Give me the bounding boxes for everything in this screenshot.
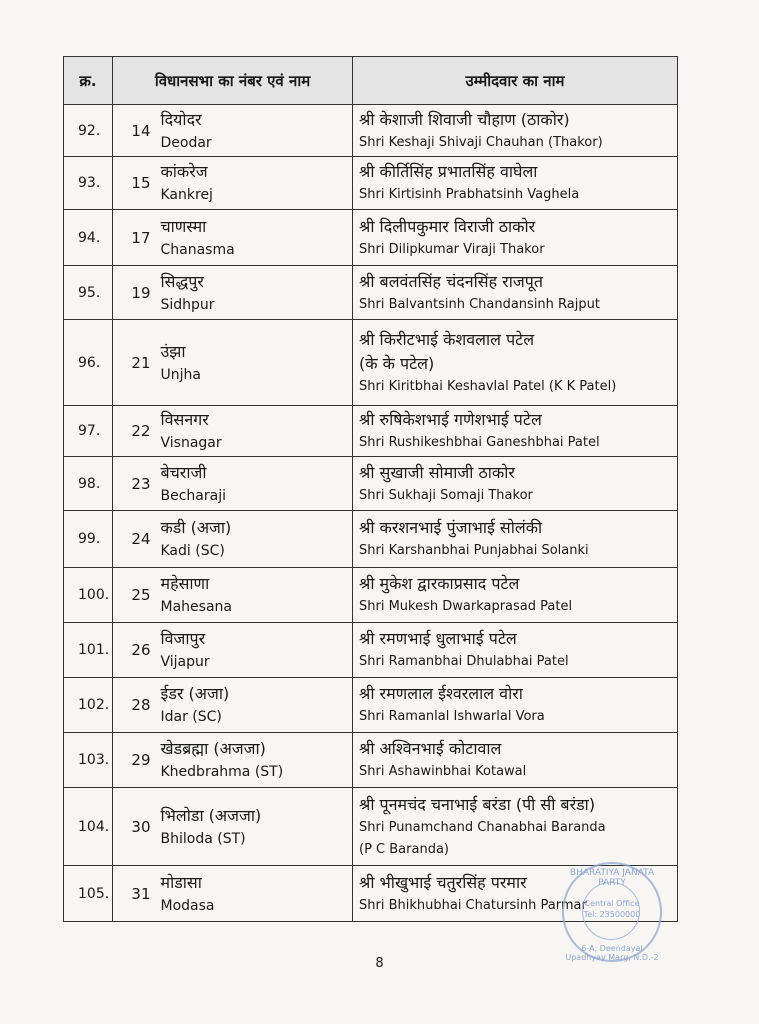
constituency-cell xyxy=(157,788,353,866)
candidate-name-english: Shri Ashawinbhai Kotawal xyxy=(359,764,527,779)
table-row xyxy=(64,788,678,866)
constituency-cell xyxy=(157,733,353,788)
candidate-name-hindi: श्री रुषिकेशभाई गणेशभाई पटेल xyxy=(359,410,542,429)
constituency-name-english: Sidhpur xyxy=(160,296,215,313)
constituency-name-english: Deodar xyxy=(160,134,212,151)
table-row xyxy=(64,105,678,157)
constituency-name-hindi: खेडब्रह्मा (अजजा) xyxy=(160,739,266,758)
table-row xyxy=(64,568,678,623)
table-row xyxy=(64,511,678,568)
constituency-number: 24 xyxy=(113,511,157,568)
candidate-name-english: Shri Sukhaji Somaji Thakor xyxy=(359,487,533,503)
candidate-cell xyxy=(353,678,678,733)
constituency-name-english: Modasa xyxy=(160,897,215,914)
constituency-number: 15 xyxy=(113,157,157,210)
constituency-cell xyxy=(157,266,353,320)
candidate-name-english: Shri Bhikhubhai Chatursinh Parmar xyxy=(359,897,587,913)
header-candidate: उम्मीदवार का नाम xyxy=(353,57,678,105)
candidate-name-hindi: श्री कीर्तिसिंह प्रभातसिंह वाघेला xyxy=(359,162,538,181)
serial-number: 99. xyxy=(64,511,113,568)
constituency-name-english: Khedbrahma (ST) xyxy=(160,764,284,780)
table-row xyxy=(64,623,678,678)
constituency-name-english: Unjha xyxy=(160,366,201,383)
constituency-number: 30 xyxy=(113,788,157,866)
candidate-cell xyxy=(353,406,678,457)
constituency-cell xyxy=(157,866,353,922)
constituency-name-hindi: मोडासा xyxy=(160,872,202,892)
candidate-cell xyxy=(353,320,678,406)
party-seal-stamp xyxy=(562,862,662,962)
candidate-name-english: Shri Ramanlal Ishwarlal Vora xyxy=(359,709,545,724)
constituency-name-hindi: उंझा xyxy=(160,341,186,361)
serial-number: 94. xyxy=(64,210,113,266)
constituency-cell xyxy=(157,568,353,623)
candidate-name-english: (P C Baranda) xyxy=(359,841,449,857)
serial-number: 104. xyxy=(64,788,113,866)
constituency-name-english: Visnagar xyxy=(160,435,222,451)
candidate-cell xyxy=(353,511,678,568)
candidate-name-hindi: श्री मुकेश द्वारकाप्रसाद पटेल xyxy=(359,574,520,593)
constituency-name-hindi: दियोदर xyxy=(160,109,202,129)
candidate-cell xyxy=(353,733,678,788)
constituency-name-hindi: कांकरेज xyxy=(160,162,208,181)
candidate-name-hindi: श्री पूनमचंद चनाभाई बरंडा (पी सी बरंडा) xyxy=(359,794,596,814)
constituency-number: 26 xyxy=(113,623,157,678)
constituency-name-hindi: ईडर (अजा) xyxy=(160,684,230,703)
candidate-name-english: Shri Balvantsinh Chandansinh Rajput xyxy=(359,296,600,312)
constituency-number: 14 xyxy=(113,105,157,157)
constituency-name-english: Idar (SC) xyxy=(160,709,222,725)
constituency-name-hindi: सिद्धपुर xyxy=(160,271,204,291)
constituency-cell xyxy=(157,623,353,678)
constituency-cell xyxy=(157,210,353,266)
table-row xyxy=(64,406,678,457)
candidate-cell xyxy=(353,457,678,511)
constituency-name-hindi: चाणस्मा xyxy=(160,216,207,236)
constituency-name-english: Becharaji xyxy=(160,487,226,504)
constituency-cell xyxy=(157,406,353,457)
header-constituency: विधानसभा का नंबर एवं नाम xyxy=(113,57,353,105)
constituency-name-hindi: कडी (अजा) xyxy=(160,518,232,537)
candidate-name-hindi: श्री अश्विनभाई कोटावाल xyxy=(359,739,502,758)
constituency-name-english: Kadi (SC) xyxy=(160,543,225,559)
candidate-name-hindi: श्री केशाजी शिवाजी चौहाण (ठाकोर) xyxy=(359,109,570,129)
constituency-cell xyxy=(157,457,353,511)
constituency-cell xyxy=(157,678,353,733)
serial-number: 98. xyxy=(64,457,113,511)
table-row xyxy=(64,733,678,788)
table-row xyxy=(64,157,678,210)
candidate-name-english: Shri Keshaji Shivaji Chauhan (Thakor) xyxy=(359,134,603,150)
candidate-name-hindi: (के के पटेल) xyxy=(359,353,435,373)
candidate-name-english: Shri Dilipkumar Viraji Thakor xyxy=(359,241,545,257)
candidate-name-hindi: श्री बलवंतसिंह चंदनसिंह राजपूत xyxy=(359,271,543,291)
serial-number: 92. xyxy=(64,105,113,157)
constituency-number: 17 xyxy=(113,210,157,266)
constituency-number: 21 xyxy=(113,320,157,406)
serial-number: 95. xyxy=(64,266,113,320)
candidate-name-english: Shri Kiritbhai Keshavlal Patel (K K Patel) xyxy=(359,378,617,394)
constituency-name-hindi: महेसाणा xyxy=(160,574,210,593)
candidate-table xyxy=(63,56,678,922)
serial-number: 103. xyxy=(64,733,113,788)
constituency-cell xyxy=(157,157,353,210)
serial-number: 100. xyxy=(64,568,113,623)
candidate-name-english: Shri Karshanbhai Punjabhai Solanki xyxy=(359,543,589,558)
table-row xyxy=(64,210,678,266)
constituency-number: 31 xyxy=(113,866,157,922)
candidate-cell xyxy=(353,623,678,678)
candidate-name-hindi: श्री किरीटभाई केशवलाल पटेल xyxy=(359,329,535,349)
serial-number: 93. xyxy=(64,157,113,210)
table-row xyxy=(64,457,678,511)
seal-top-text: BHARATIYA JANATA PARTY xyxy=(569,868,655,888)
candidate-cell xyxy=(353,157,678,210)
constituency-number: 25 xyxy=(113,568,157,623)
serial-number: 101. xyxy=(64,623,113,678)
constituency-cell xyxy=(157,511,353,568)
constituency-name-english: Chanasma xyxy=(160,241,235,258)
table-header-row xyxy=(64,57,678,105)
candidate-cell xyxy=(353,210,678,266)
table-row xyxy=(64,678,678,733)
constituency-name-english: Bhiloda (ST) xyxy=(160,830,246,847)
candidate-cell xyxy=(353,568,678,623)
header-serial: क्र. xyxy=(64,57,113,105)
candidate-name-english: Shri Rushikeshbhai Ganeshbhai Patel xyxy=(359,435,600,450)
candidate-name-hindi: श्री करशनभाई पुंजाभाई सोलंकी xyxy=(359,518,543,537)
serial-number: 102. xyxy=(64,678,113,733)
constituency-name-english: Mahesana xyxy=(160,599,232,615)
candidate-name-hindi: श्री रमणलाल ईश्वरलाल वोरा xyxy=(359,684,523,703)
serial-number: 97. xyxy=(64,406,113,457)
candidate-name-english: Shri Ramanbhai Dhulabhai Patel xyxy=(359,654,569,669)
candidate-name-english: Shri Mukesh Dwarkaprasad Patel xyxy=(359,599,573,614)
constituency-cell xyxy=(157,320,353,406)
serial-number: 96. xyxy=(64,320,113,406)
constituency-number: 23 xyxy=(113,457,157,511)
table-row xyxy=(64,320,678,406)
constituency-name-hindi: विजापुर xyxy=(160,629,206,648)
candidate-name-hindi: श्री भीखुभाई चतुरसिंह परमार xyxy=(359,872,527,892)
constituency-number: 28 xyxy=(113,678,157,733)
constituency-name-hindi: विसनगर xyxy=(160,410,209,429)
seal-bottom-text: 6-A, Deendayal Upadhyay Marg, N.D.-2 xyxy=(565,944,659,962)
candidate-name-hindi: श्री दिलीपकुमार विराजी ठाकोर xyxy=(359,216,536,236)
constituency-cell xyxy=(157,105,353,157)
candidate-name-english: Shri Kirtisinh Prabhatsinh Vaghela xyxy=(359,187,580,202)
candidate-cell xyxy=(353,788,678,866)
candidate-name-english: Shri Punamchand Chanabhai Baranda xyxy=(359,819,606,835)
constituency-number: 29 xyxy=(113,733,157,788)
serial-number: 105. xyxy=(64,866,113,922)
candidate-name-hindi: श्री सुखाजी सोमाजी ठाकोर xyxy=(359,462,515,482)
page-number: 8 xyxy=(375,956,384,971)
constituency-number: 22 xyxy=(113,406,157,457)
constituency-name-english: Vijapur xyxy=(160,654,210,670)
constituency-number: 19 xyxy=(113,266,157,320)
candidate-cell xyxy=(353,105,678,157)
candidate-cell xyxy=(353,266,678,320)
table-row xyxy=(64,266,678,320)
constituency-name-hindi: बेचराजी xyxy=(160,462,207,482)
seal-middle-text: Central Office Tel: 23500000 xyxy=(583,899,641,919)
candidate-name-hindi: श्री रमणभाई धुलाभाई पटेल xyxy=(359,629,517,648)
constituency-name-english: Kankrej xyxy=(160,187,213,203)
constituency-name-hindi: भिलोडा (अजजा) xyxy=(160,805,262,825)
